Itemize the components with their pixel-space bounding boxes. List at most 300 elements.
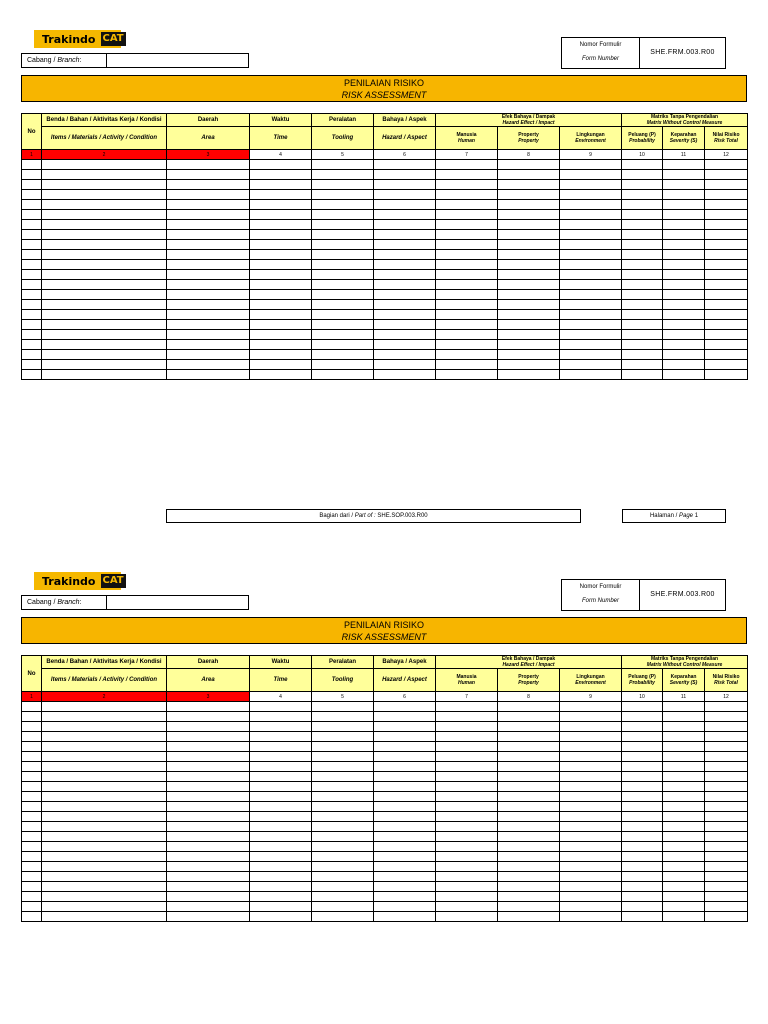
table-cell[interactable]	[250, 792, 312, 802]
table-cell[interactable]	[622, 180, 663, 190]
table-cell[interactable]	[374, 912, 436, 922]
table-cell[interactable]	[250, 330, 312, 340]
table-cell[interactable]	[167, 240, 250, 250]
table-cell[interactable]	[663, 782, 705, 792]
table-cell[interactable]	[705, 782, 748, 792]
table-cell[interactable]	[42, 210, 167, 220]
table-cell[interactable]	[22, 762, 42, 772]
table-cell[interactable]	[42, 350, 167, 360]
table-cell[interactable]	[250, 180, 312, 190]
table-cell[interactable]	[663, 882, 705, 892]
table-cell[interactable]	[374, 300, 436, 310]
table-cell[interactable]	[705, 702, 748, 712]
table-cell[interactable]	[705, 902, 748, 912]
table-cell[interactable]	[560, 360, 622, 370]
table-cell[interactable]	[663, 300, 705, 310]
table-cell[interactable]	[436, 782, 498, 792]
table-cell[interactable]	[622, 240, 663, 250]
table-cell[interactable]	[663, 772, 705, 782]
table-cell[interactable]	[42, 812, 167, 822]
table-cell[interactable]	[42, 872, 167, 882]
table-cell[interactable]	[250, 722, 312, 732]
table-cell[interactable]	[312, 270, 374, 280]
table-cell[interactable]	[498, 360, 560, 370]
table-cell[interactable]	[663, 812, 705, 822]
table-cell[interactable]	[663, 180, 705, 190]
table-cell[interactable]	[705, 792, 748, 802]
table-cell[interactable]	[663, 370, 705, 380]
table-cell[interactable]	[560, 892, 622, 902]
table-cell[interactable]	[312, 360, 374, 370]
table-cell[interactable]	[42, 752, 167, 762]
table-cell[interactable]	[663, 862, 705, 872]
table-cell[interactable]	[705, 862, 748, 872]
table-cell[interactable]	[622, 190, 663, 200]
table-cell[interactable]	[436, 330, 498, 340]
table-cell[interactable]	[250, 882, 312, 892]
table-cell[interactable]	[622, 290, 663, 300]
table-cell[interactable]	[250, 360, 312, 370]
table-cell[interactable]	[374, 822, 436, 832]
table-cell[interactable]	[560, 722, 622, 732]
table-cell[interactable]	[705, 340, 748, 350]
table-cell[interactable]	[250, 270, 312, 280]
table-cell[interactable]	[436, 240, 498, 250]
table-cell[interactable]	[436, 300, 498, 310]
table-cell[interactable]	[42, 180, 167, 190]
table-cell[interactable]	[167, 300, 250, 310]
table-cell[interactable]	[250, 370, 312, 380]
table-cell[interactable]	[374, 310, 436, 320]
table-cell[interactable]	[663, 802, 705, 812]
table-cell[interactable]	[705, 270, 748, 280]
table-cell[interactable]	[22, 310, 42, 320]
table-cell[interactable]	[374, 702, 436, 712]
table-cell[interactable]	[374, 200, 436, 210]
table-cell[interactable]	[498, 772, 560, 782]
table-cell[interactable]	[436, 832, 498, 842]
table-cell[interactable]	[374, 210, 436, 220]
table-cell[interactable]	[312, 320, 374, 330]
table-cell[interactable]	[312, 230, 374, 240]
table-cell[interactable]	[436, 842, 498, 852]
table-cell[interactable]	[498, 912, 560, 922]
table-cell[interactable]	[560, 160, 622, 170]
table-cell[interactable]	[250, 832, 312, 842]
table-cell[interactable]	[22, 752, 42, 762]
table-cell[interactable]	[663, 190, 705, 200]
table-cell[interactable]	[622, 280, 663, 290]
table-cell[interactable]	[498, 712, 560, 722]
table-cell[interactable]	[498, 822, 560, 832]
table-cell[interactable]	[22, 812, 42, 822]
table-cell[interactable]	[374, 260, 436, 270]
table-cell[interactable]	[374, 882, 436, 892]
table-cell[interactable]	[622, 200, 663, 210]
table-cell[interactable]	[498, 170, 560, 180]
table-cell[interactable]	[705, 892, 748, 902]
table-cell[interactable]	[374, 782, 436, 792]
table-cell[interactable]	[374, 230, 436, 240]
table-cell[interactable]	[705, 802, 748, 812]
table-cell[interactable]	[22, 200, 42, 210]
table-cell[interactable]	[705, 752, 748, 762]
table-cell[interactable]	[622, 320, 663, 330]
table-cell[interactable]	[705, 260, 748, 270]
table-cell[interactable]	[167, 772, 250, 782]
table-cell[interactable]	[42, 842, 167, 852]
table-cell[interactable]	[560, 340, 622, 350]
table-cell[interactable]	[312, 200, 374, 210]
table-cell[interactable]	[705, 280, 748, 290]
table-cell[interactable]	[498, 310, 560, 320]
table-cell[interactable]	[167, 280, 250, 290]
table-cell[interactable]	[498, 370, 560, 380]
table-cell[interactable]	[663, 842, 705, 852]
table-cell[interactable]	[312, 792, 374, 802]
table-cell[interactable]	[498, 240, 560, 250]
table-cell[interactable]	[560, 902, 622, 912]
table-cell[interactable]	[436, 822, 498, 832]
table-cell[interactable]	[167, 230, 250, 240]
table-cell[interactable]	[436, 712, 498, 722]
table-cell[interactable]	[312, 290, 374, 300]
table-cell[interactable]	[374, 752, 436, 762]
table-cell[interactable]	[622, 812, 663, 822]
table-cell[interactable]	[560, 270, 622, 280]
table-cell[interactable]	[498, 902, 560, 912]
table-cell[interactable]	[42, 340, 167, 350]
table-cell[interactable]	[312, 722, 374, 732]
table-cell[interactable]	[705, 732, 748, 742]
table-cell[interactable]	[663, 240, 705, 250]
table-cell[interactable]	[250, 340, 312, 350]
table-cell[interactable]	[663, 310, 705, 320]
table-cell[interactable]	[42, 320, 167, 330]
table-cell[interactable]	[312, 772, 374, 782]
table-cell[interactable]	[42, 170, 167, 180]
table-cell[interactable]	[312, 702, 374, 712]
table-cell[interactable]	[622, 862, 663, 872]
table-cell[interactable]	[705, 330, 748, 340]
table-cell[interactable]	[42, 702, 167, 712]
table-cell[interactable]	[42, 722, 167, 732]
table-cell[interactable]	[622, 822, 663, 832]
table-cell[interactable]	[250, 350, 312, 360]
table-cell[interactable]	[250, 170, 312, 180]
table-cell[interactable]	[560, 240, 622, 250]
table-cell[interactable]	[22, 230, 42, 240]
table-cell[interactable]	[312, 170, 374, 180]
table-cell[interactable]	[560, 180, 622, 190]
table-cell[interactable]	[312, 842, 374, 852]
table-cell[interactable]	[374, 722, 436, 732]
table-cell[interactable]	[374, 852, 436, 862]
table-cell[interactable]	[705, 852, 748, 862]
table-cell[interactable]	[436, 762, 498, 772]
table-cell[interactable]	[622, 882, 663, 892]
table-cell[interactable]	[167, 882, 250, 892]
table-cell[interactable]	[560, 370, 622, 380]
table-cell[interactable]	[560, 732, 622, 742]
table-cell[interactable]	[436, 320, 498, 330]
table-cell[interactable]	[22, 782, 42, 792]
table-cell[interactable]	[22, 280, 42, 290]
table-cell[interactable]	[22, 802, 42, 812]
table-cell[interactable]	[312, 310, 374, 320]
table-cell[interactable]	[622, 370, 663, 380]
table-cell[interactable]	[167, 792, 250, 802]
table-cell[interactable]	[663, 892, 705, 902]
table-cell[interactable]	[705, 912, 748, 922]
table-cell[interactable]	[436, 260, 498, 270]
table-cell[interactable]	[560, 832, 622, 842]
table-cell[interactable]	[498, 832, 560, 842]
table-cell[interactable]	[167, 832, 250, 842]
table-cell[interactable]	[663, 320, 705, 330]
table-cell[interactable]	[312, 160, 374, 170]
table-cell[interactable]	[42, 892, 167, 902]
table-cell[interactable]	[167, 702, 250, 712]
table-cell[interactable]	[498, 250, 560, 260]
table-cell[interactable]	[42, 240, 167, 250]
table-cell[interactable]	[22, 320, 42, 330]
table-cell[interactable]	[167, 180, 250, 190]
table-cell[interactable]	[22, 822, 42, 832]
table-cell[interactable]	[705, 772, 748, 782]
table-cell[interactable]	[436, 872, 498, 882]
table-cell[interactable]	[436, 862, 498, 872]
table-cell[interactable]	[705, 290, 748, 300]
table-cell[interactable]	[250, 712, 312, 722]
table-cell[interactable]	[374, 892, 436, 902]
table-cell[interactable]	[167, 200, 250, 210]
table-cell[interactable]	[312, 350, 374, 360]
table-cell[interactable]	[622, 802, 663, 812]
table-cell[interactable]	[312, 210, 374, 220]
table-cell[interactable]	[560, 210, 622, 220]
table-cell[interactable]	[498, 842, 560, 852]
table-cell[interactable]	[250, 842, 312, 852]
table-cell[interactable]	[250, 852, 312, 862]
table-cell[interactable]	[622, 300, 663, 310]
table-cell[interactable]	[436, 742, 498, 752]
table-cell[interactable]	[250, 752, 312, 762]
table-cell[interactable]	[498, 882, 560, 892]
table-cell[interactable]	[498, 802, 560, 812]
table-cell[interactable]	[312, 912, 374, 922]
table-cell[interactable]	[22, 300, 42, 310]
table-cell[interactable]	[374, 170, 436, 180]
table-cell[interactable]	[42, 822, 167, 832]
table-cell[interactable]	[167, 902, 250, 912]
table-cell[interactable]	[663, 852, 705, 862]
table-cell[interactable]	[436, 170, 498, 180]
table-cell[interactable]	[705, 240, 748, 250]
table-cell[interactable]	[560, 862, 622, 872]
table-cell[interactable]	[250, 220, 312, 230]
table-cell[interactable]	[560, 782, 622, 792]
table-cell[interactable]	[312, 712, 374, 722]
table-cell[interactable]	[622, 350, 663, 360]
table-cell[interactable]	[167, 852, 250, 862]
table-cell[interactable]	[22, 250, 42, 260]
table-cell[interactable]	[22, 170, 42, 180]
table-cell[interactable]	[250, 872, 312, 882]
table-cell[interactable]	[705, 200, 748, 210]
table-cell[interactable]	[705, 210, 748, 220]
table-cell[interactable]	[436, 892, 498, 902]
table-cell[interactable]	[42, 280, 167, 290]
table-cell[interactable]	[312, 822, 374, 832]
table-cell[interactable]	[622, 330, 663, 340]
table-cell[interactable]	[312, 280, 374, 290]
table-cell[interactable]	[560, 280, 622, 290]
table-cell[interactable]	[560, 170, 622, 180]
table-cell[interactable]	[436, 772, 498, 782]
table-cell[interactable]	[498, 300, 560, 310]
table-cell[interactable]	[312, 852, 374, 862]
table-cell[interactable]	[167, 220, 250, 230]
table-cell[interactable]	[622, 722, 663, 732]
table-cell[interactable]	[167, 762, 250, 772]
table-cell[interactable]	[374, 812, 436, 822]
table-cell[interactable]	[705, 812, 748, 822]
table-cell[interactable]	[436, 902, 498, 912]
table-cell[interactable]	[42, 802, 167, 812]
table-cell[interactable]	[622, 872, 663, 882]
table-cell[interactable]	[622, 742, 663, 752]
table-cell[interactable]	[167, 862, 250, 872]
table-cell[interactable]	[622, 220, 663, 230]
table-cell[interactable]	[22, 862, 42, 872]
table-cell[interactable]	[705, 230, 748, 240]
table-cell[interactable]	[22, 220, 42, 230]
table-cell[interactable]	[374, 902, 436, 912]
table-cell[interactable]	[498, 702, 560, 712]
table-cell[interactable]	[22, 842, 42, 852]
table-cell[interactable]	[436, 882, 498, 892]
table-cell[interactable]	[250, 280, 312, 290]
table-cell[interactable]	[498, 792, 560, 802]
table-cell[interactable]	[436, 250, 498, 260]
table-cell[interactable]	[42, 732, 167, 742]
table-cell[interactable]	[436, 370, 498, 380]
branch-field[interactable]	[21, 53, 249, 68]
table-cell[interactable]	[622, 772, 663, 782]
table-cell[interactable]	[622, 902, 663, 912]
table-cell[interactable]	[167, 722, 250, 732]
table-cell[interactable]	[560, 842, 622, 852]
table-cell[interactable]	[42, 762, 167, 772]
table-cell[interactable]	[663, 742, 705, 752]
table-cell[interactable]	[663, 722, 705, 732]
table-cell[interactable]	[705, 370, 748, 380]
table-cell[interactable]	[250, 892, 312, 902]
table-cell[interactable]	[663, 170, 705, 180]
table-cell[interactable]	[663, 360, 705, 370]
table-cell[interactable]	[560, 742, 622, 752]
table-cell[interactable]	[22, 270, 42, 280]
table-cell[interactable]	[374, 370, 436, 380]
table-cell[interactable]	[436, 190, 498, 200]
table-cell[interactable]	[705, 722, 748, 732]
table-cell[interactable]	[167, 250, 250, 260]
table-cell[interactable]	[167, 190, 250, 200]
table-cell[interactable]	[374, 290, 436, 300]
table-cell[interactable]	[167, 802, 250, 812]
table-cell[interactable]	[374, 280, 436, 290]
table-cell[interactable]	[250, 210, 312, 220]
table-cell[interactable]	[622, 732, 663, 742]
table-cell[interactable]	[22, 852, 42, 862]
table-cell[interactable]	[560, 330, 622, 340]
table-cell[interactable]	[250, 250, 312, 260]
table-cell[interactable]	[167, 912, 250, 922]
table-cell[interactable]	[622, 762, 663, 772]
table-cell[interactable]	[560, 290, 622, 300]
table-cell[interactable]	[374, 270, 436, 280]
table-cell[interactable]	[42, 832, 167, 842]
table-cell[interactable]	[436, 752, 498, 762]
table-cell[interactable]	[42, 792, 167, 802]
table-cell[interactable]	[498, 722, 560, 732]
table-cell[interactable]	[705, 160, 748, 170]
table-cell[interactable]	[436, 310, 498, 320]
table-cell[interactable]	[560, 260, 622, 270]
table-cell[interactable]	[498, 872, 560, 882]
table-cell[interactable]	[312, 220, 374, 230]
table-cell[interactable]	[167, 270, 250, 280]
table-cell[interactable]	[312, 782, 374, 792]
table-cell[interactable]	[663, 702, 705, 712]
table-cell[interactable]	[622, 160, 663, 170]
table-cell[interactable]	[250, 200, 312, 210]
table-cell[interactable]	[167, 732, 250, 742]
table-cell[interactable]	[705, 180, 748, 190]
table-cell[interactable]	[22, 340, 42, 350]
table-cell[interactable]	[312, 190, 374, 200]
table-cell[interactable]	[374, 350, 436, 360]
table-cell[interactable]	[622, 752, 663, 762]
table-cell[interactable]	[374, 742, 436, 752]
table-cell[interactable]	[560, 802, 622, 812]
table-cell[interactable]	[622, 792, 663, 802]
table-cell[interactable]	[498, 230, 560, 240]
table-cell[interactable]	[374, 340, 436, 350]
table-cell[interactable]	[374, 792, 436, 802]
table-cell[interactable]	[250, 732, 312, 742]
table-cell[interactable]	[663, 792, 705, 802]
table-cell[interactable]	[167, 892, 250, 902]
table-cell[interactable]	[22, 712, 42, 722]
table-cell[interactable]	[663, 752, 705, 762]
table-cell[interactable]	[250, 320, 312, 330]
table-cell[interactable]	[374, 802, 436, 812]
table-cell[interactable]	[167, 812, 250, 822]
table-cell[interactable]	[312, 370, 374, 380]
table-cell[interactable]	[250, 762, 312, 772]
table-cell[interactable]	[167, 350, 250, 360]
table-cell[interactable]	[560, 762, 622, 772]
table-cell[interactable]	[622, 912, 663, 922]
table-cell[interactable]	[663, 902, 705, 912]
table-cell[interactable]	[42, 370, 167, 380]
table-cell[interactable]	[663, 260, 705, 270]
table-cell[interactable]	[250, 310, 312, 320]
table-cell[interactable]	[374, 330, 436, 340]
table-cell[interactable]	[705, 762, 748, 772]
